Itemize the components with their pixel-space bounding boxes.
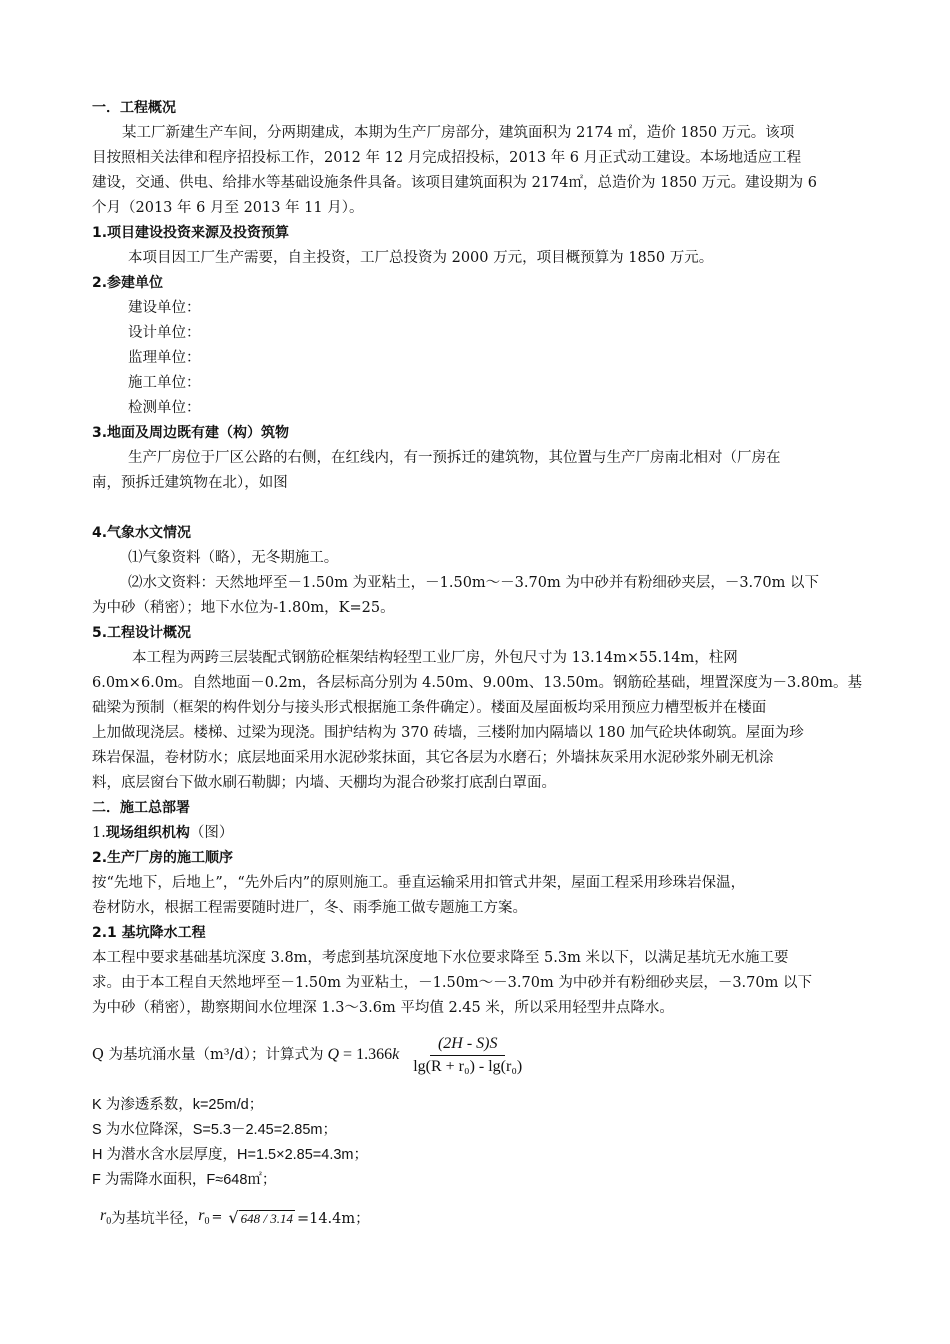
- radius-symbol-2: [198, 1207, 209, 1227]
- investment-text: 本项目因工厂生产需要，自主投资，工厂总投资为 2000 万元，项目概预算为 1850 万元。: [128, 250, 714, 266]
- unit-testing: 检测单位：: [128, 400, 201, 416]
- radius-label: 为基坑半径，: [111, 1210, 199, 1227]
- design-line-4: 上加做现浇层。楼梯、过梁为现浇。围护结构为 370 砖墙，三楼附加内隔墙以 180 加气砼块体砌筑。屋面为珍: [92, 725, 804, 741]
- design-line-3: 础梁为预制（框架的构件划分与接头形式根据施工条件确定）。楼面及屋面板均采用预应力槽型板并在楼面: [92, 700, 767, 716]
- radius-symbol-sub: 0: [106, 1216, 112, 1228]
- param-k: K 为渗透系数，k=25m/d；: [92, 1097, 264, 1113]
- dewatering-line-2: 求。由于本工程自天然地坪至－1.50m 为亚粘土，－1.50m～－3.70m 为中砂并有粉细砂夹层，－3.70m 以下: [92, 975, 812, 991]
- unit-design: 设计单位：: [128, 325, 201, 341]
- climate-item-2: ⑵水文资料：天然地坪至－1.50m 为亚粘土，－1.50m～－3.70m 为中砂并有粉细砂夹层，－3.70m 以下: [128, 575, 819, 591]
- blank-line: [92, 496, 872, 521]
- section-1-heading: 一．工程概况: [92, 100, 176, 116]
- org-structure-tail: （图）: [189, 825, 234, 841]
- sqrt-expression: [228, 1208, 295, 1227]
- sequence-heading: 2.生产厂房的施工顺序: [92, 850, 234, 866]
- climate-item-1: ⑴气象资料（略），无冬期施工。: [128, 550, 339, 566]
- formula-fraction: [405, 1035, 530, 1076]
- climate-item-2-cont: 为中砂（稍密）；地下水位为-1.80m，K=25。: [92, 600, 395, 616]
- climate-heading: 4.气象水文情况: [92, 525, 192, 541]
- formula-denominator: lg(R + r₀) - lg(r₀): [413, 1057, 523, 1075]
- formula-numerator: (2H - S)S: [430, 1035, 506, 1056]
- sqrt-radicand: 648 / 3.14: [240, 1210, 293, 1226]
- design-line-5: 珠岩保温，卷材防水；底层地面采用水泥砂浆抹面，其它各层为水磨石；外墙抹灰采用水泥砂浆外刷无机涂: [92, 750, 774, 766]
- sequence-line-1: 按“先地下，后地上”，“先外后内”的原则施工。垂直运输采用扣管式井架，屋面工程采用珍珠岩保温，: [92, 875, 746, 891]
- radius-equals: =: [211, 1209, 223, 1225]
- radius-result: =14.4m；: [296, 1210, 370, 1227]
- dewatering-line-3: 为中砂（稍密），勘察期间水位埋深 1.3～3.6m 平均值 2.45 米，所以采用轻型井点降水。: [92, 1000, 674, 1016]
- design-line-6: 料，底层窗台下做水刷石勒脚；内墙、天棚均为混合砂浆打底刮白罩面。: [92, 775, 556, 791]
- surroundings-line-2: 南，预拆迁建筑物在北），如图: [92, 475, 288, 491]
- design-line-1: 本工程为两跨三层装配式钢筋砼框架结构轻型工业厂房，外包尺寸为 13.14m×55.14m，柱网: [132, 650, 738, 666]
- document-page: [92, 96, 872, 1235]
- inflow-formula-row: [92, 1025, 872, 1085]
- formula-lhs: Q: [327, 1046, 340, 1063]
- overview-line-2: 目按照相关法律和程序招投标工作，2012 年 12 月完成招投标，2013 年 6 月正式动工建设。本场地适应工程: [92, 150, 802, 166]
- design-line-2: 6.0m×6.0m。自然地面－0.2m，各层标高分别为 4.50m、9.00m、13.50m。钢筋砼基础，埋置深度为－3.80m。基: [92, 675, 863, 691]
- participants-heading: 2.参建单位: [92, 275, 164, 291]
- formula-k: k: [392, 1046, 400, 1063]
- formula-lead: Q 为基坑涌水量（m³/d）；计算式为: [92, 1046, 324, 1063]
- inflow-formula: [327, 1035, 530, 1076]
- surroundings-line-1: 生产厂房位于厂区公路的右侧，在红线内，有一预拆迁的建筑物，其位置与生产厂房南北相对（厂房在: [128, 450, 781, 466]
- overview-line-3: 建设，交通、供电、给排水等基础设施条件具备。该项目建筑面积为 2174㎡，总造价为 1850 万元。建设期为 6: [92, 175, 817, 191]
- radius-symbol-2-letter: r: [198, 1206, 205, 1224]
- dewatering-line-1: 本工程中要求基础基坑深度 3.8m，考虑到基坑深度地下水位要求降至 5.3m 米以下，以满足基坑无水施工要: [92, 950, 789, 966]
- param-s: S 为水位降深，S=5.3－2.45=2.85m；: [92, 1122, 337, 1138]
- radius-symbol: [100, 1207, 111, 1227]
- unit-construction: 建设单位：: [128, 300, 201, 316]
- formula-coefficient: = 1.366: [339, 1046, 393, 1063]
- design-heading: 5.工程设计概况: [92, 625, 192, 641]
- sqrt-sign-icon: √: [228, 1207, 239, 1227]
- investment-heading: 1.项目建设投资来源及投资预算: [92, 225, 290, 241]
- overview-line-1: 某工厂新建生产车间，分两期建成，本期为生产厂房部分，建筑面积为 2174 ㎡，造价 1850 万元。该项: [122, 125, 795, 141]
- section-2-heading: 二．施工总部署: [92, 800, 190, 816]
- unit-supervision: 监理单位：: [128, 350, 201, 366]
- radius-symbol-2-sub: 0: [204, 1216, 210, 1228]
- param-f: F 为需降水面积，F≈648㎡；: [92, 1172, 277, 1188]
- org-structure-line: [92, 821, 872, 846]
- surroundings-heading: 3.地面及周边既有建（构）筑物: [92, 425, 290, 441]
- unit-contractor: 施工单位：: [128, 375, 201, 391]
- dewatering-heading: 2.1 基坑降水工程: [92, 925, 206, 941]
- radius-symbol-letter: r: [100, 1206, 107, 1224]
- overview-line-4: 个月（2013 年 6 月至 2013 年 11 月）。: [92, 200, 364, 216]
- radius-row: [92, 1199, 872, 1235]
- org-structure-number: 1.: [92, 825, 106, 841]
- param-h: H 为潜水含水层厚度，H=1.5×2.85=4.3m；: [92, 1147, 368, 1163]
- sequence-line-2: 卷材防水，根据工程需要随时进厂，冬、雨季施工做专题施工方案。: [92, 900, 527, 916]
- org-structure-title: 现场组织机构: [105, 825, 190, 841]
